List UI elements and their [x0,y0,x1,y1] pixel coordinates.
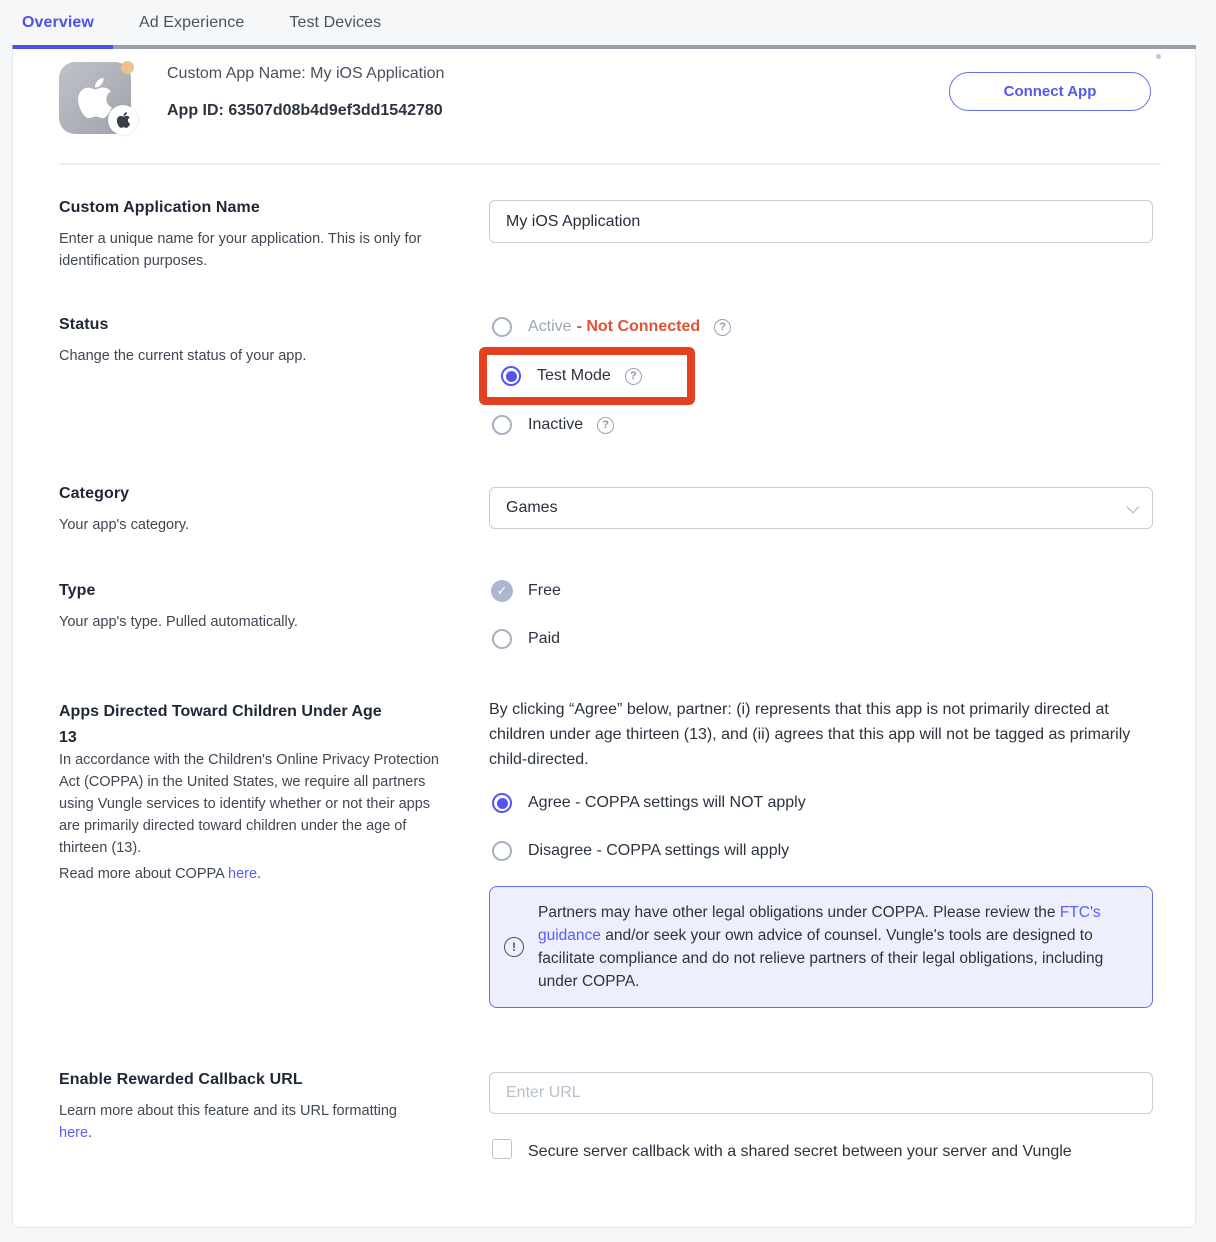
read-more-prefix: Read more about COPPA [59,866,228,882]
coppa-read-more [59,866,261,882]
connect-app-button[interactable]: Connect App [949,72,1151,111]
tab-ad-experience[interactable]: Ad Experience [138,13,245,31]
callback-label: Enable Rewarded Callback URL [59,1071,303,1088]
free-label: Free [528,582,561,599]
custom-name-input[interactable] [489,200,1153,243]
apple-badge-icon [116,111,131,129]
test-mode-help-icon[interactable]: ? [625,368,642,385]
active-help-icon[interactable]: ? [714,319,731,336]
type-option-paid [492,629,560,649]
not-connected-label: - Not Connected [576,318,701,335]
read-more-suffix: . [257,866,262,882]
status-option-inactive [492,415,614,435]
dot-indicator [1156,54,1161,59]
chevron-down-icon [1127,500,1140,513]
callback-url-input[interactable] [489,1072,1153,1114]
notice-part2: and/or seek your own advice of counsel. Vungle's tools are designed to facilitate compliance and do not relieve partners of their legal obligations, including under COPPA. [538,927,1104,990]
app-status-dot [121,61,134,74]
type-option-free [491,580,561,602]
category-select[interactable] [489,487,1153,529]
type-label: Type [59,582,96,599]
callback-desc-prefix: Learn more about this feature and its URL formatting [59,1103,397,1119]
category-value: Games [506,499,558,516]
callback-here-link[interactable]: here [59,1125,89,1141]
active-radio[interactable] [492,317,512,337]
callback-desc-suffix: . [88,1125,93,1141]
status-option-active [492,317,731,337]
tab-test-devices[interactable]: Test Devices [289,13,382,31]
custom-name-description: Enter a unique name for your application. This is only for identification purposes. [59,231,422,269]
disagree-label: Disagree - COPPA settings will apply [528,842,790,859]
test-mode-highlight [479,347,695,405]
coppa-description: In accordance with the Children's Online Privacy Protection Act (COPPA) in the United States, we require all partners using Vungle services to identify whether or not their apps are primarily directed toward children under the age of thirteen (13). [59,752,439,856]
custom-name-label: Custom Application Name [59,199,260,216]
paid-radio[interactable] [492,629,512,649]
tab-overview[interactable]: Overview [22,13,94,31]
disagree-radio[interactable] [492,841,512,861]
inactive-radio[interactable] [492,415,512,435]
test-mode-label: Test Mode [537,367,611,384]
overview-card [12,49,1196,1228]
header-divider [59,163,1161,165]
agree-label: Agree - COPPA settings will NOT apply [528,794,806,811]
paid-label: Paid [528,630,561,647]
test-mode-radio[interactable] [501,366,521,386]
coppa-notice [489,886,1153,1008]
status-label: Status [59,316,109,333]
coppa-notice-text [538,901,1132,993]
app-id-line: App ID: 63507d08b4d9ef3dd1542780 [167,102,443,119]
inactive-help-icon[interactable]: ? [597,417,614,434]
type-description: Your app's type. Pulled automatically. [59,614,298,630]
secure-callback-checkbox[interactable] [492,1139,512,1159]
notice-part1: Partners may have other legal obligations under COPPA. Please review the [538,904,1060,921]
agree-radio[interactable] [492,793,512,813]
coppa-option-agree [492,793,806,813]
coppa-agreement-text: By clicking “Agree” below, partner: (i) represents that this app is not primarily directed at children under age thirteen (13), and (ii) agrees that this app will not be tagged as primarily child-directed. [489,701,1131,768]
active-label: Active [528,318,572,335]
secure-callback-label: Secure server callback with a shared secret between your server and Vungle [528,1143,1072,1160]
alert-icon: ! [504,937,524,957]
coppa-here-link[interactable]: here [228,866,258,882]
secure-callback-row [492,1139,1108,1164]
active-tab-indicator [13,45,113,49]
inactive-label: Inactive [528,416,584,433]
status-description: Change the current status of your app. [59,348,307,364]
coppa-heading: Apps Directed Toward Children Under Age 13 [59,703,382,746]
free-check-icon: ✓ [491,580,513,602]
custom-app-name-line: Custom App Name: My iOS Application [167,65,445,82]
category-label: Category [59,485,130,502]
platform-badge [108,105,138,135]
category-description: Your app's category. [59,517,190,533]
callback-description [59,1100,459,1144]
tab-bar [0,0,1216,45]
coppa-option-disagree [492,841,789,861]
ftc-guidance-link[interactable]: FTC's guidance [538,904,1101,944]
